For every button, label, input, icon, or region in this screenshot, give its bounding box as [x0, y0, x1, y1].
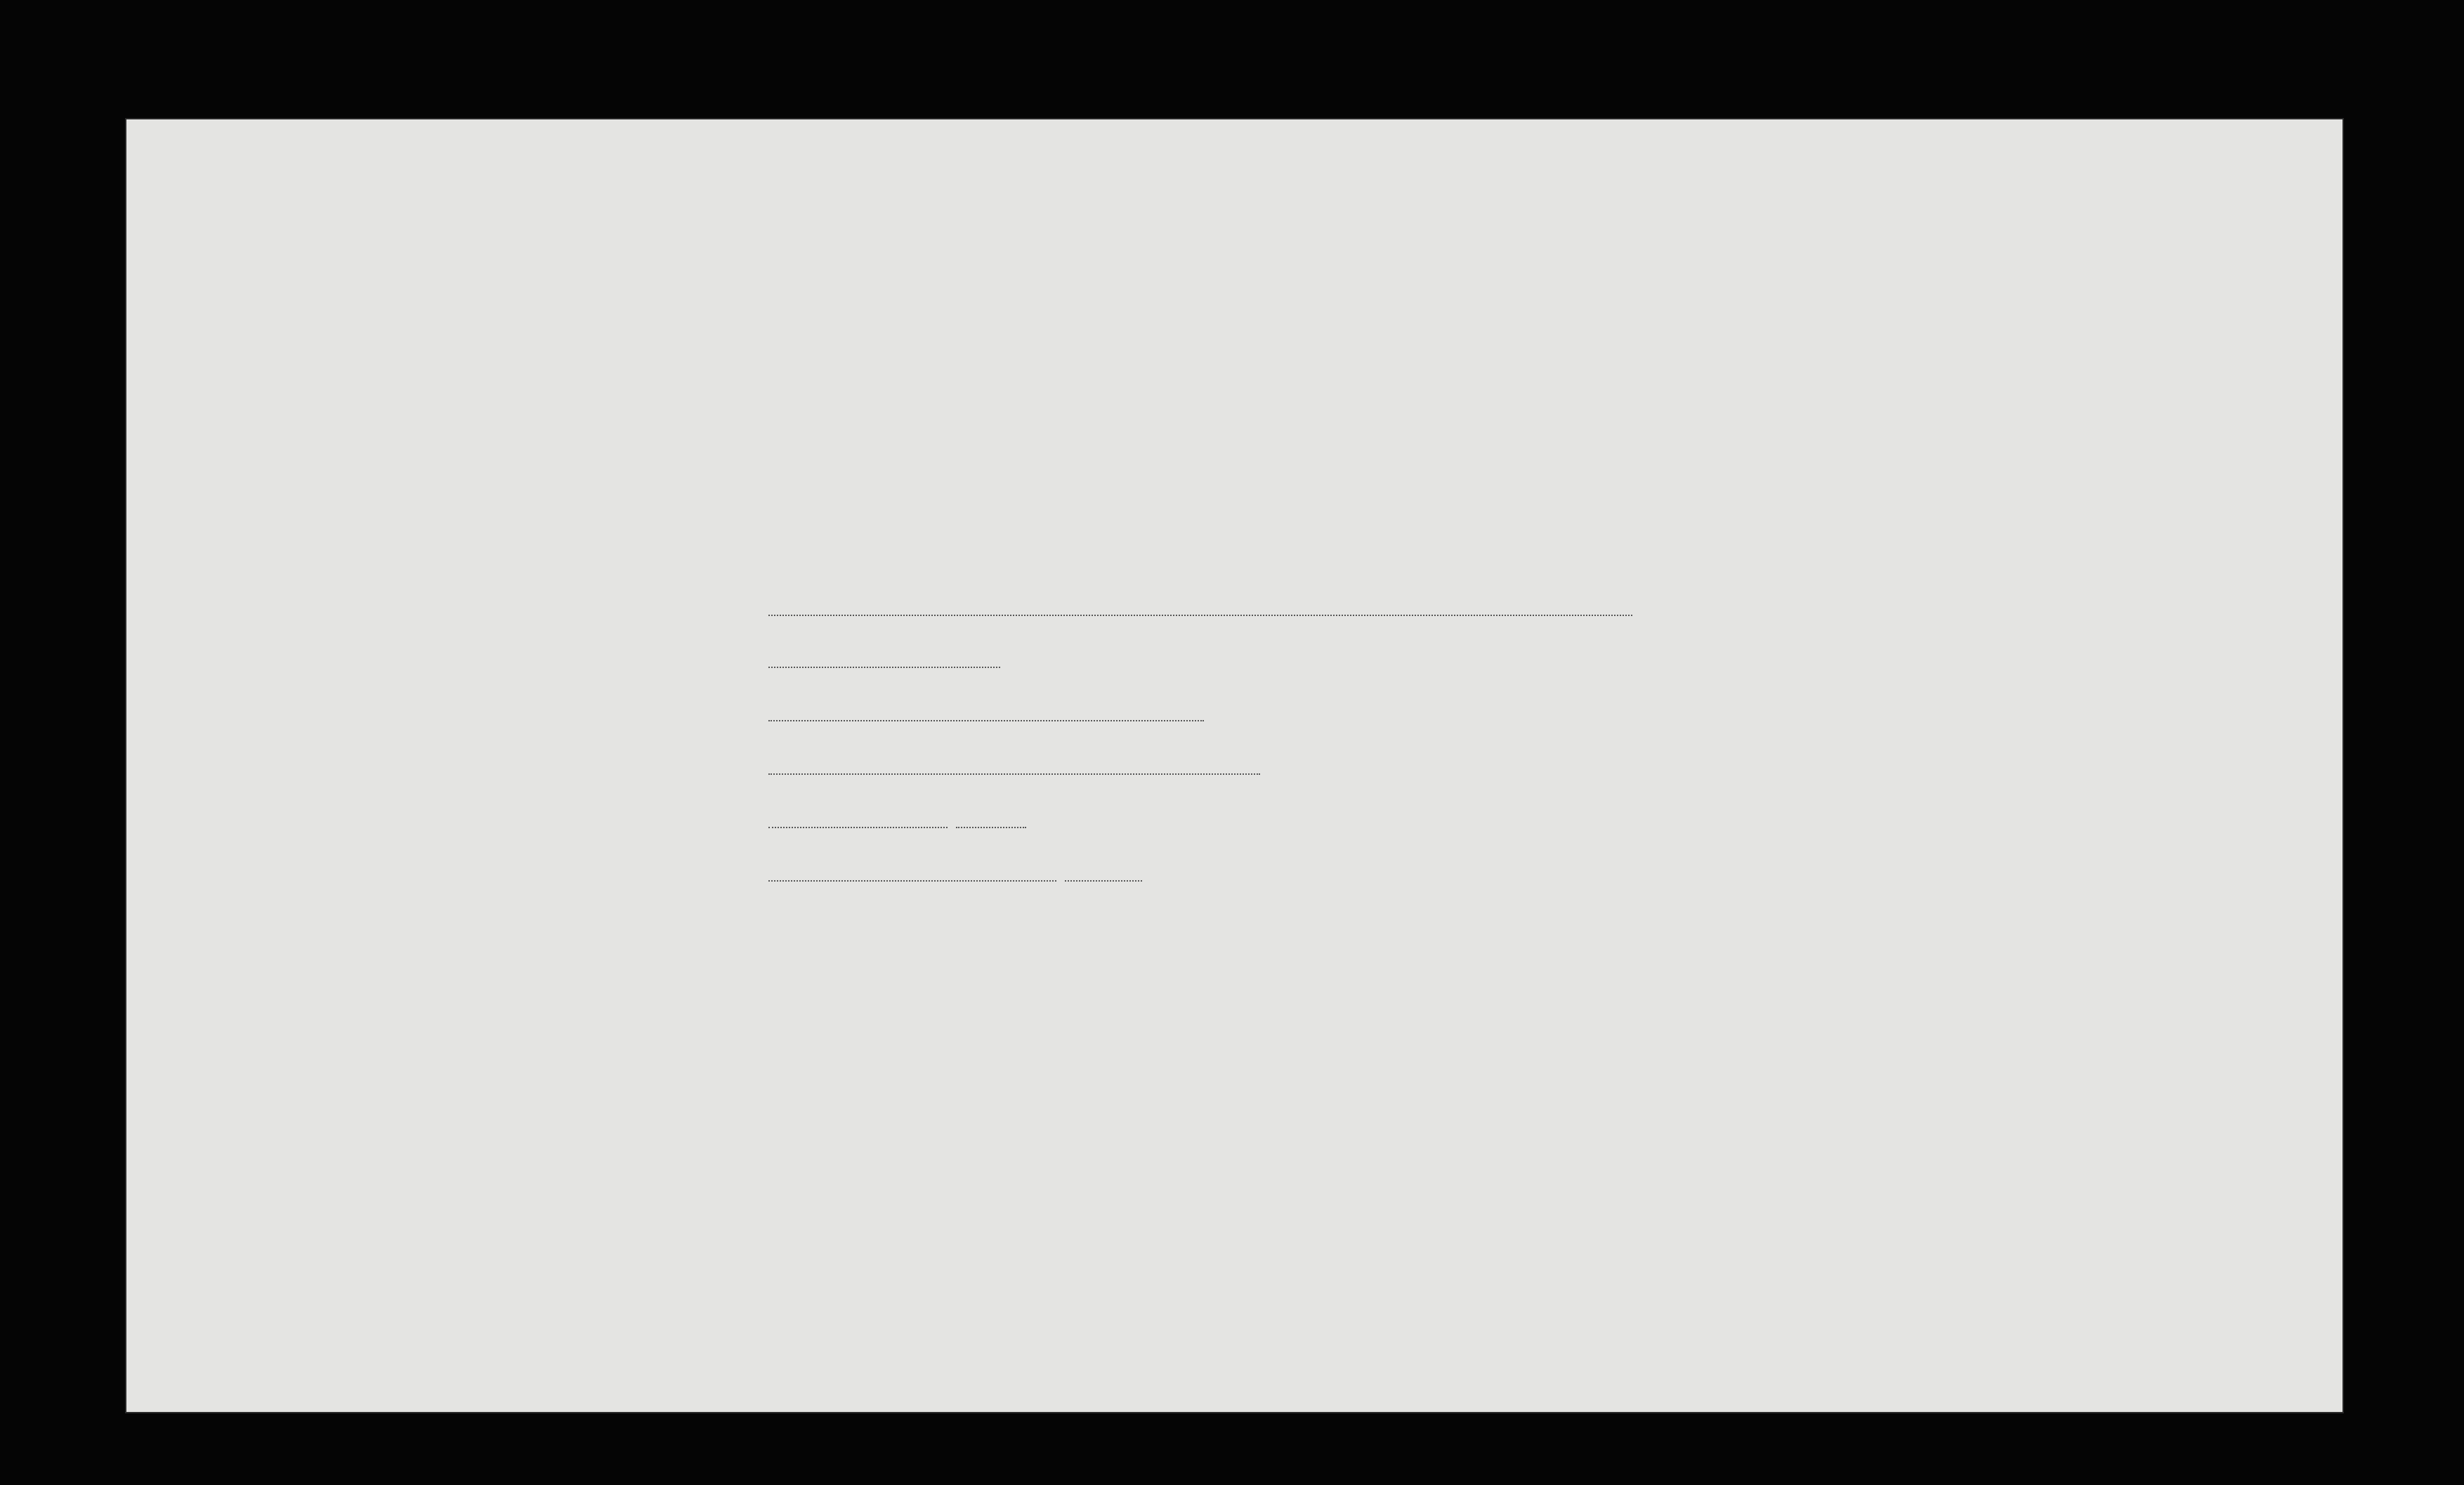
- answer-line[interactable]: [1065, 879, 1142, 882]
- question-village: [768, 812, 1026, 832]
- answer-line[interactable]: [768, 614, 1632, 616]
- question-owner-line2: [768, 600, 1632, 620]
- answer-line[interactable]: [956, 826, 1026, 828]
- question-market: [768, 865, 1142, 886]
- answer-line[interactable]: [768, 826, 948, 828]
- question-other-land: [768, 652, 1000, 672]
- answer-line[interactable]: [768, 719, 1204, 721]
- answer-line[interactable]: [768, 666, 1000, 668]
- answer-line[interactable]: [768, 773, 1260, 775]
- question-land-type: [768, 705, 1204, 726]
- census-card: [126, 119, 2342, 1412]
- question-farming: [768, 759, 1260, 779]
- answer-line[interactable]: [768, 879, 1056, 882]
